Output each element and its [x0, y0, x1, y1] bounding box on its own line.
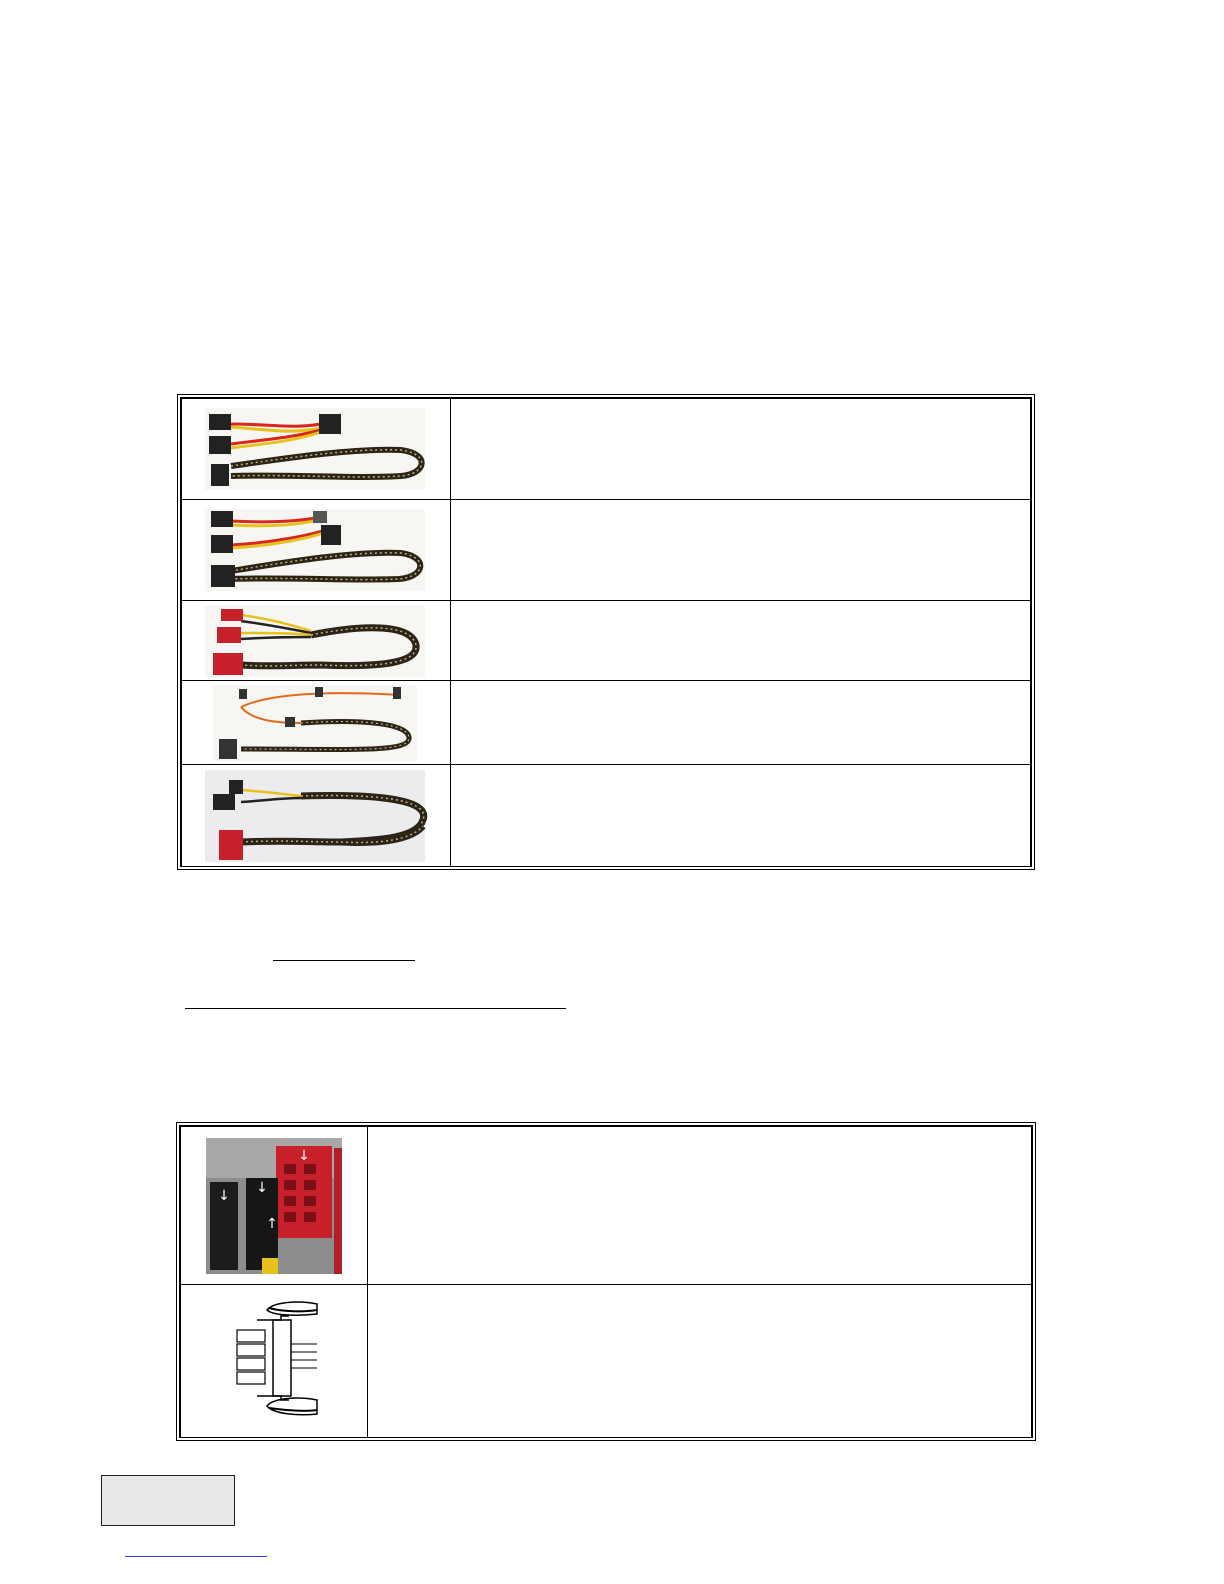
- svg-text:↓: ↓: [298, 1147, 310, 1164]
- connection-image-cell: [181, 1127, 368, 1285]
- cable-image-cell: [182, 399, 451, 500]
- svg-text:↓: ↓: [256, 1179, 268, 1196]
- connection-description: [368, 1127, 1032, 1285]
- cable-image-cell: [182, 601, 451, 681]
- cable-description: [451, 601, 1031, 681]
- cable-image-cell: [182, 765, 451, 867]
- cables-table: [177, 394, 1035, 870]
- pcie-power-cable-icon: [201, 603, 431, 679]
- footer-link[interactable]: [125, 1556, 267, 1557]
- connection-table: [176, 1122, 1036, 1441]
- connection-description: [368, 1285, 1032, 1438]
- connector-latch-squeeze-diagram-icon: [229, 1296, 319, 1426]
- atx-motherboard-cable-icon: [201, 768, 431, 864]
- thin-sata-cable-icon: [211, 683, 421, 763]
- cable-description: [451, 399, 1031, 500]
- sata-molex-splitter-cable-icon: [201, 505, 431, 595]
- cable-description: [451, 500, 1031, 601]
- psu-modular-sockets-photo-icon: [206, 1138, 342, 1274]
- cable-description: [451, 681, 1031, 765]
- cable-image-cell: [182, 681, 451, 765]
- underline-heading-long: [185, 1008, 566, 1009]
- cable-image-cell: [182, 500, 451, 601]
- underline-heading-short: [273, 960, 415, 961]
- sata-cable-with-molex-icon: [201, 404, 431, 494]
- cable-description: [451, 765, 1031, 867]
- connection-image-cell: [181, 1285, 368, 1438]
- page-number-box: [101, 1475, 235, 1526]
- svg-text:↑: ↑: [266, 1215, 278, 1232]
- svg-text:↓: ↓: [218, 1187, 230, 1204]
